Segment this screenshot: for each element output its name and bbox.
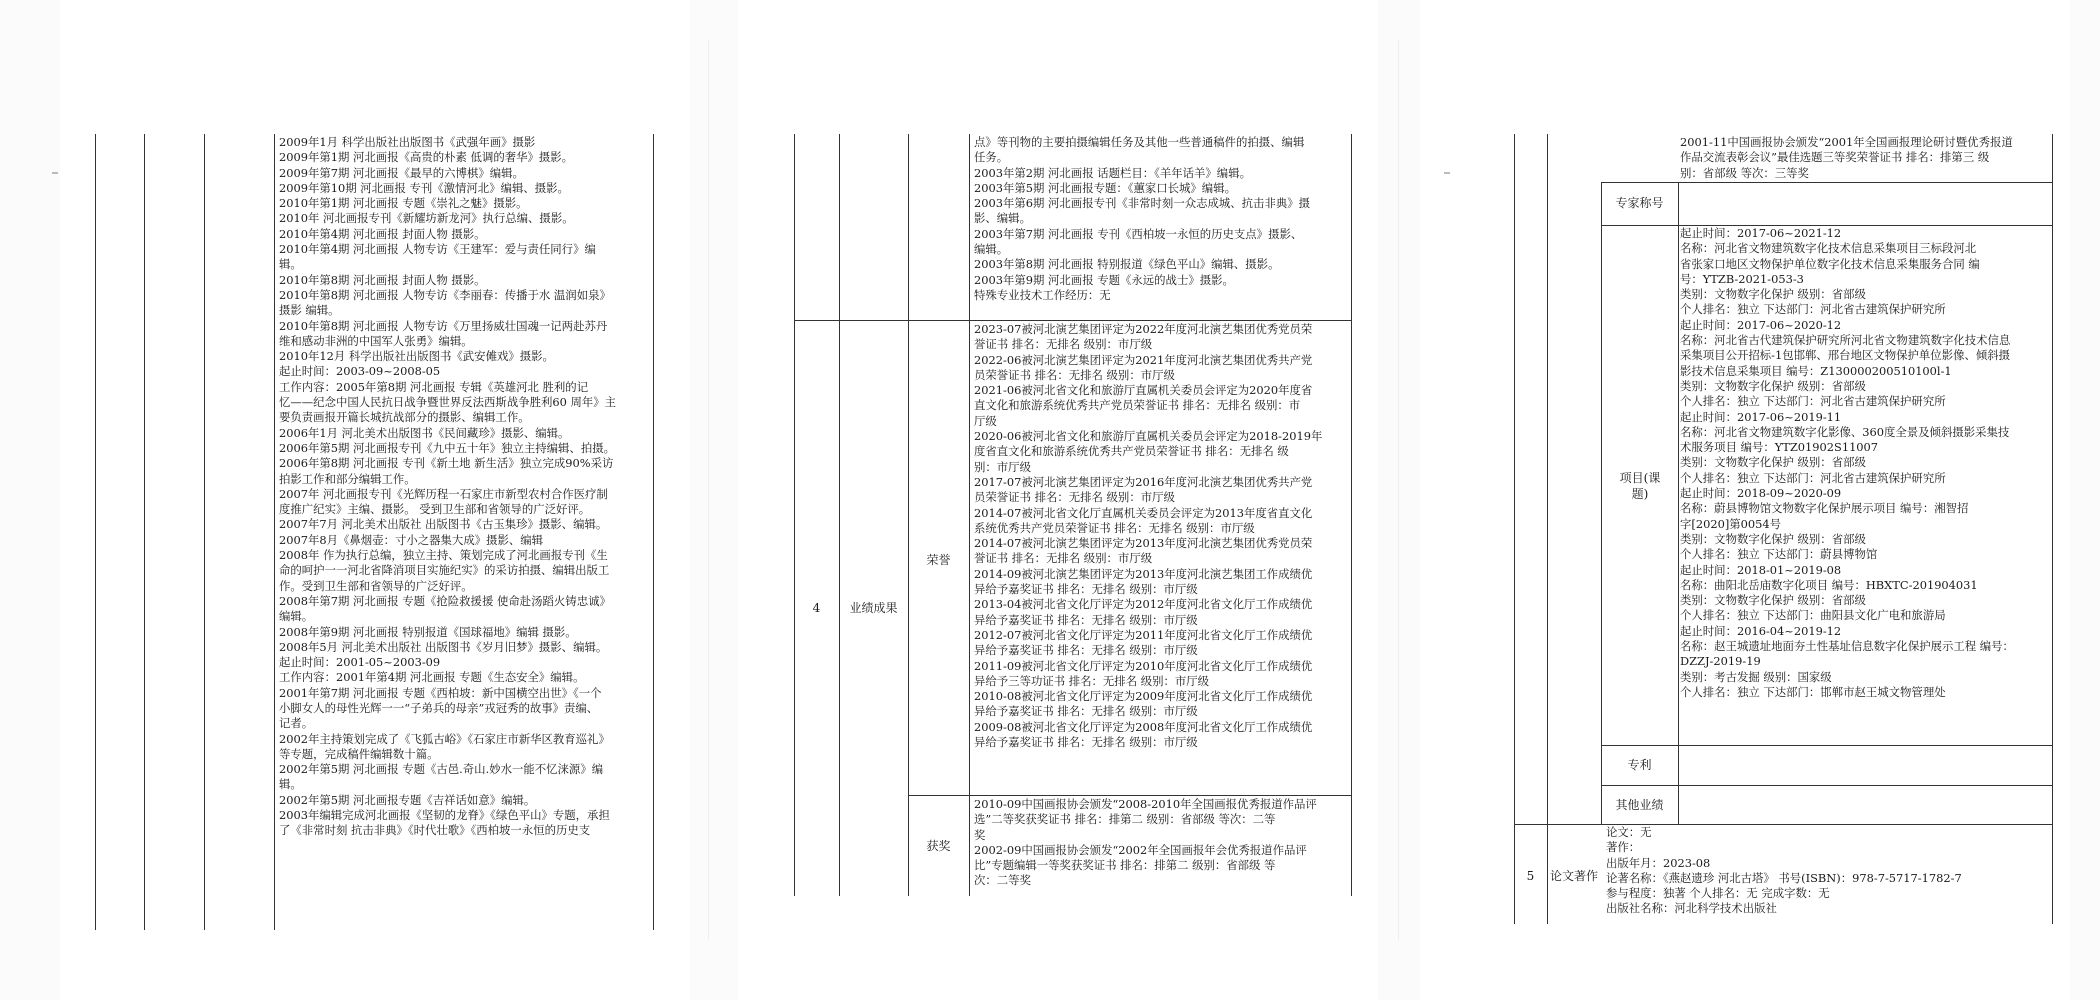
- project-line: 起止时间：2017-06~2020-12: [1680, 317, 1842, 332]
- row-divider: [1601, 182, 2052, 183]
- award-line: 奖: [974, 827, 986, 842]
- table-border-right: [2052, 134, 2053, 924]
- text-line: 编辑。: [279, 609, 314, 624]
- honor-line: 誉证书 排名：无排名 级别：市厅级: [974, 551, 1153, 566]
- table-border-right: [1351, 134, 1352, 896]
- honor-line: 2014-09被河北演艺集团评定为2013年度河北演艺集团工作成绩优: [974, 566, 1313, 581]
- text-line: 任务。: [974, 150, 1009, 165]
- patent-label: 专利: [1627, 758, 1652, 772]
- honor-line: 直文化和旅游系统优秀共产党员荣誉证书 排名：无排名 级别：市: [974, 398, 1301, 413]
- project-line: 类别：文物数字化保护 级别：省部级: [1680, 287, 1866, 302]
- text-line: 记者。: [279, 716, 314, 731]
- text-line: 摄影 编辑。: [279, 303, 340, 318]
- text-line: 2010年第8期 河北画报 人物专访《万里扬威壮国魂一记两赴苏丹: [279, 318, 608, 333]
- honor-line: 2022-06被河北演艺集团评定为2021年度河北演艺集团优秀共产党: [974, 352, 1313, 367]
- text-line: 2003年第9期 河北画报 专题《永远的战士》摄影。: [974, 272, 1234, 287]
- project-line: 个人排名：独立 下达部门：河北省古建筑保护研究所: [1680, 470, 1946, 485]
- text-line: 2008年5月 河北美术出版社 出版图书《岁月旧梦》摄影、编辑。: [279, 639, 608, 654]
- project-line: 起止时间：2018-01~2019-08: [1680, 562, 1842, 577]
- papers-label: 论文著作: [1549, 869, 1598, 883]
- text-line: 作品交流表彰会议”最佳选题三等奖荣誉证书 排名：排第三 级: [1680, 150, 1990, 165]
- text-line: 拍影工作和部分编辑工作。: [279, 471, 416, 486]
- honor-line: 2023-07被河北演艺集团评定为2022年度河北演艺集团优秀党员荣: [974, 322, 1313, 336]
- work-experience-text: [279, 135, 653, 930]
- project-line: 类别：文物数字化保护 级别：省部级: [1680, 455, 1866, 470]
- project-line: 术服务项目 编号：YTZ01902S11007: [1680, 440, 1879, 455]
- text-line: 2003年第6期 河北画报专刊《非常时刻一众志成城、抗击非典》摄: [974, 196, 1311, 211]
- honor-line: 异给予嘉奖证书 排名：无排名 级别：市厅级: [974, 582, 1198, 597]
- text-line: 作。受到卫生部和省领导的广泛好评。: [279, 578, 473, 593]
- text-line: 2010年12月 科学出版社出版图书《武安傩戏》摄影。: [279, 349, 554, 364]
- honor-line: 2020-06被河北省文化和旅游厅直属机关委员会评定为2018-2019年: [974, 429, 1323, 444]
- text-line: 点》等刊物的主要拍摄编辑任务及其他一些普通稿件的拍摄、编辑: [974, 135, 1305, 149]
- project-line: DZZJ-2019-19: [1680, 654, 1761, 669]
- text-line: 2008年 作为执行总编，独立主持、策划完成了河北画报专刊《生: [279, 548, 608, 563]
- row-divider: [908, 795, 1351, 796]
- page-panel-3: [1420, 0, 2070, 1000]
- page-divider: [708, 40, 709, 940]
- row-number: 5: [1526, 869, 1535, 883]
- text-line: 了《非常时刻 抗击非典》《时代壮歌》《西柏坡一永恒的历史支: [279, 823, 591, 838]
- text-line: 维和感动非洲的中国军人张勇》编辑。: [279, 333, 473, 348]
- other-achievements-label: 其他业绩: [1615, 798, 1664, 812]
- text-line: 编辑。: [974, 242, 1009, 257]
- project-line: 个人排名：独立 下达部门：蔚县博物馆: [1680, 547, 1878, 562]
- honor-line: 异给予嘉奖证书 排名：无排名 级别：市厅级: [974, 643, 1198, 658]
- text-line: 2008年第7期 河北画报 专题《抢险救援援 使命赴汤蹈火铸忠诚》: [279, 593, 611, 608]
- text-line: 辑。: [279, 777, 302, 792]
- honor-line: 异给予嘉奖证书 排名：无排名 级别：市厅级: [974, 735, 1198, 750]
- project-line: 名称：曲阳北岳庙数字化项目 编号：HBXTC-201904031: [1680, 577, 1978, 592]
- text-line: 命的呵护一一河北省降消项目实施纪实》的采访拍摄、编辑出版工: [279, 563, 610, 578]
- work-experience-continued: [974, 135, 1351, 319]
- row-number: 4: [812, 601, 821, 615]
- text-line: 2006年第8期 河北画报 专刊《新土地 新生活》独立完成90%采访: [279, 456, 614, 471]
- text-line: 等专题，完成稿件编辑数十篇。: [279, 746, 439, 761]
- project-line: 省张家口地区文物保护单位数字化技术信息采集服务合同 编: [1680, 256, 1980, 271]
- table-border: [144, 134, 145, 930]
- honor-line: 异给予嘉奖证书 排名：无排名 级别：市厅级: [974, 612, 1198, 627]
- text-line: 2010年第4期 河北画报 人物专访《王建军：爱与责任同行》编: [279, 242, 596, 257]
- text-line: 小脚女人的母性光辉一一“子弟兵的母亲”戎冠秀的故事》责编、: [279, 700, 599, 715]
- text-line: 2007年 河北画报专刊《光辉历程一石家庄市新型农村合作医疗制: [279, 486, 608, 501]
- text-line: 起止时间：2003-09~2008-05: [279, 364, 441, 379]
- text-line: 2003年第5期 河北画报专题：《蕙家口长城》编辑。: [974, 180, 1236, 195]
- honor-line: 员荣誉证书 排名：无排名 级别：市厅级: [974, 367, 1175, 382]
- text-line: 辑。: [279, 257, 302, 272]
- project-line: 个人排名：独立 下达部门：河北省古建筑保护研究所: [1680, 302, 1946, 317]
- project-line: 字[2020]第0054号: [1680, 516, 1782, 531]
- row-divider: [1601, 745, 2052, 746]
- honor-label: 荣誉: [926, 553, 951, 567]
- text-line: 2010年第4期 河北画报 封面人物 摄影。: [279, 226, 486, 241]
- text-line: 2006年第5期 河北画报专刊《九中五十年》独立主持编辑、拍摄。: [279, 440, 616, 455]
- text-line: 2002年第5期 河北画报专题《吉祥话如意》编辑。: [279, 792, 536, 807]
- project-line: 起止时间：2016-04~2019-12: [1680, 623, 1842, 638]
- award-line: 次：二等奖: [974, 873, 1031, 888]
- text-line: 别：省部级 等次：三等奖: [1680, 165, 1809, 180]
- page-panel-2: [738, 0, 1378, 1000]
- table-border: [1678, 182, 1679, 824]
- table-border: [204, 134, 205, 930]
- honor-line: 员荣誉证书 排名：无排名 级别：市厅级: [974, 490, 1175, 505]
- text-line: 度推广纪实》主编、摄影。 受到卫生部和省领导的广泛好评。: [279, 502, 591, 517]
- text-line: 2010年第8期 河北画报 封面人物 摄影。: [279, 272, 486, 287]
- text-line: 忆——纪念中国人民抗日战争暨世界反法西斯战争胜利60 周年》主: [279, 395, 617, 410]
- table-border-left: [95, 134, 96, 930]
- category-label: 业绩成果: [849, 601, 898, 615]
- honor-line: 2012-07被河北省文化厅评定为2011年度河北省文化厅工作成绩优: [974, 627, 1313, 642]
- project-line: 名称：赵王城遗址地面夯土性基址信息数字化保护展示工程 编号：: [1680, 639, 2014, 654]
- text-line: 2001年第7期 河北画报 专题《西柏坡：新中国横空出世》《一个: [279, 685, 602, 700]
- text-line: 工作内容：2001年第4期 河北画报 专题《生态安全》编辑。: [279, 670, 585, 685]
- project-line: 采集项目公开招标-1包邯郸、邢台地区文物保护单位影像、倾斜摄: [1680, 348, 2011, 363]
- paper-line: 出版社名称：河北科学技术出版社: [1606, 901, 1777, 916]
- table-border-left: [1514, 134, 1515, 924]
- text-line: 特殊专业技术工作经历：无: [974, 287, 1111, 302]
- text-line: 2009年第1期 河北画报《高贵的朴素 低调的奢华》摄影。: [279, 150, 574, 165]
- awards-list: [974, 797, 1351, 896]
- row-divider: [1601, 785, 2052, 786]
- text-line: 2003年编辑完成河北画报《坚韧的龙脊》《绿色平山》专题，承担: [279, 808, 610, 823]
- honors-list: [974, 322, 1351, 794]
- text-line: 起止时间：2001-05~2003-09: [279, 655, 441, 670]
- text-line: 工作内容：2005年第8期 河北画报 专辑《英雄河北 胜利的记: [279, 379, 589, 394]
- honor-line: 2009-08被河北省文化厅评定为2008年度河北省文化厅工作成绩优: [974, 719, 1313, 734]
- text-line: 2001-11中国画报协会颁发“2001年全国画报理论研讨暨优秀报道: [1680, 135, 2013, 149]
- honor-line: 2021-06被河北省文化和旅游厅直属机关委员会评定为2020年度省: [974, 383, 1313, 398]
- text-line: 2002年主持策划完成了《飞狐古峪》《石家庄市新华区教育巡礼》: [279, 731, 610, 746]
- project-line: 影技术信息采集项目 编号：Z130000200510100l-1: [1680, 363, 1952, 378]
- project-line: 个人排名：独立 下达部门：邯郸市赵王城文物管理处: [1680, 684, 1946, 699]
- papers-content: [1606, 825, 2052, 924]
- table-border: [1601, 182, 1602, 824]
- project-line: 起止时间：2018-09~2020-09: [1680, 486, 1842, 501]
- paper-line: 论著名称：《燕赵遗珍 河北古塔》 书号(ISBN)：978-7-5717-1782-7: [1606, 870, 1962, 885]
- honor-line: 2017-07被河北演艺集团评定为2016年度河北演艺集团优秀共产党: [974, 474, 1313, 489]
- text-line: 2006年1月 河北美术出版图书《民间藏珍》摄影、编辑。: [279, 425, 570, 440]
- text-line: 2007年7月 河北美术出版社 出版图书《古玉集珍》摄影、编辑。: [279, 517, 608, 532]
- project-label: 项目(课题): [1619, 471, 1661, 501]
- text-line: 2010年 河北画报专刊《新耀坊新龙河》执行总编、摄影。: [279, 211, 574, 226]
- paper-line: 著作：: [1606, 840, 1641, 855]
- project-line: 名称：河北省古代建筑保护研究所河北省文物建筑数字化技术信息: [1680, 333, 2011, 348]
- honor-line: 2011-09被河北省文化厅评定为2010年度河北省文化厅工作成绩优: [974, 658, 1313, 673]
- text-line: 要负责画报开篇长城抗战部分的摄影、编辑工作。: [279, 410, 530, 425]
- honor-line: 2010-08被河北省文化厅评定为2009年度河北省文化厅工作成绩优: [974, 689, 1313, 704]
- text-line: 影、编辑。: [974, 211, 1031, 226]
- project-line: 个人排名：独立 下达部门：曲阳县文化广电和旅游局: [1680, 608, 1946, 623]
- project-line: 类别：考古发掘 级别：国家级: [1680, 669, 1832, 684]
- table-border: [969, 134, 970, 896]
- table-border: [839, 134, 840, 896]
- project-line: 名称：河北省文物建筑数字化影像、360度全景及倾斜摄影采集技: [1680, 424, 2010, 439]
- award-line: 选”二等奖获奖证书 排名：排第二 级别：省部级 等次：二等: [974, 812, 1276, 827]
- paper-line: 出版年月：2023-08: [1606, 855, 1711, 870]
- text-line: 2002年第5期 河北画报 专题《古邑.奇山.妙水一能不忆涞源》编: [279, 762, 604, 777]
- award-label: 获奖: [926, 839, 951, 853]
- text-line: 2010年第1期 河北画报 专题《崇礼之魅》摄影。: [279, 196, 528, 211]
- text-line: 2010年第8期 河北画报 人物专访《李丽春：传播于水 温润如泉》: [279, 287, 611, 302]
- table-border-left: [794, 134, 795, 896]
- scan-mark: [1444, 172, 1450, 174]
- honor-line: 别：市厅级: [974, 459, 1031, 474]
- text-line: 2009年第7期 河北画报《最早的六博棋》编辑。: [279, 165, 524, 180]
- text-line: 2003年第2期 河北画报 话题栏目：《羊年话羊》编辑。: [974, 165, 1251, 180]
- row-divider: [794, 320, 1351, 321]
- text-line: 2008年第9期 河北画报 特别报道《国球福地》编辑 摄影。: [279, 624, 577, 639]
- honor-line: 异给予嘉奖证书 排名：无排名 级别：市厅级: [974, 704, 1198, 719]
- table-border-right: [653, 134, 654, 930]
- text-line: 2009年1月 科学出版社出版图书《武强年画》摄影: [279, 135, 536, 149]
- text-line: 2003年第8期 河北画报 特别报道《绿色平山》编辑、摄影。: [974, 257, 1280, 272]
- project-list: [1680, 226, 2052, 744]
- paper-line: 论文：无: [1606, 825, 1652, 839]
- text-line: 2009年第10期 河北画报 专刊《激情河北》编辑、摄影。: [279, 180, 569, 195]
- project-line: 起止时间：2017-06~2019-11: [1680, 409, 1842, 424]
- project-line: 类别：文物数字化保护 级别：省部级: [1680, 593, 1866, 608]
- honor-line: 誉证书 排名：无排名 级别：市厅级: [974, 337, 1153, 352]
- project-line: 起止时间：2017-06~2021-12: [1680, 226, 1842, 240]
- project-line: 号：YTZB-2021-053-3: [1680, 271, 1804, 286]
- honor-line: 2014-07被河北省文化厅直属机关委员会评定为2013年度省直文化: [974, 505, 1313, 520]
- project-line: 类别：文物数字化保护 级别：省部级: [1680, 378, 1866, 393]
- award-continued: [1680, 135, 2052, 181]
- honor-line: 异给予三等功证书 排名：无排名 级别：市厅级: [974, 673, 1210, 688]
- honor-line: 2013-04被河北省文化厅评定为2012年度河北省文化厅工作成绩优: [974, 597, 1313, 612]
- text-line: 2007年8月《鼻烟壶：寸小之器集大成》摄影、编辑: [279, 532, 544, 547]
- honor-line: 系统优秀共产党员荣誉证书 排名：无排名 级别：市厅级: [974, 520, 1255, 535]
- table-border: [908, 134, 909, 896]
- project-line: 名称：蔚县博物馆文物数字化保护展示项目 编号：湘智招: [1680, 501, 1969, 516]
- project-line: 类别：文物数字化保护 级别：省部级: [1680, 531, 1866, 546]
- project-line: 名称：河北省文物建筑数字化技术信息采集项目三标段河北: [1680, 241, 1977, 256]
- award-line: 比”专题编辑一等奖获奖证书 排名：排第二 级别：省部级 等: [974, 858, 1276, 873]
- honor-line: 度省直文化和旅游系统优秀共产党员荣誉证书 排名：无排名 级: [974, 444, 1289, 459]
- text-line: 2003年第7期 河北画报 专刊《西柏坡一永恒的历史支点》摄影、: [974, 226, 1303, 241]
- page-panel-1: [60, 0, 690, 1000]
- table-border: [274, 134, 275, 930]
- expert-title-label: 专家称号: [1615, 196, 1664, 210]
- scan-mark: [52, 172, 58, 174]
- page-divider: [1398, 40, 1399, 940]
- project-line: 个人排名：独立 下达部门：河北省古建筑保护研究所: [1680, 394, 1946, 409]
- honor-line: 厅级: [974, 413, 997, 428]
- honor-line: 2014-07被河北演艺集团评定为2013年度河北演艺集团优秀党员荣: [974, 536, 1313, 551]
- paper-line: 参与程度：独著 个人排名：无 完成字数：无: [1606, 886, 1830, 901]
- award-line: 2002-09中国画报协会颁发“2002年全国画报年会优秀报道作品评: [974, 842, 1307, 857]
- award-line: 2010-09中国画报协会颁发“2008-2010年全国画报优秀报道作品评: [974, 797, 1317, 811]
- table-border: [1547, 134, 1548, 924]
